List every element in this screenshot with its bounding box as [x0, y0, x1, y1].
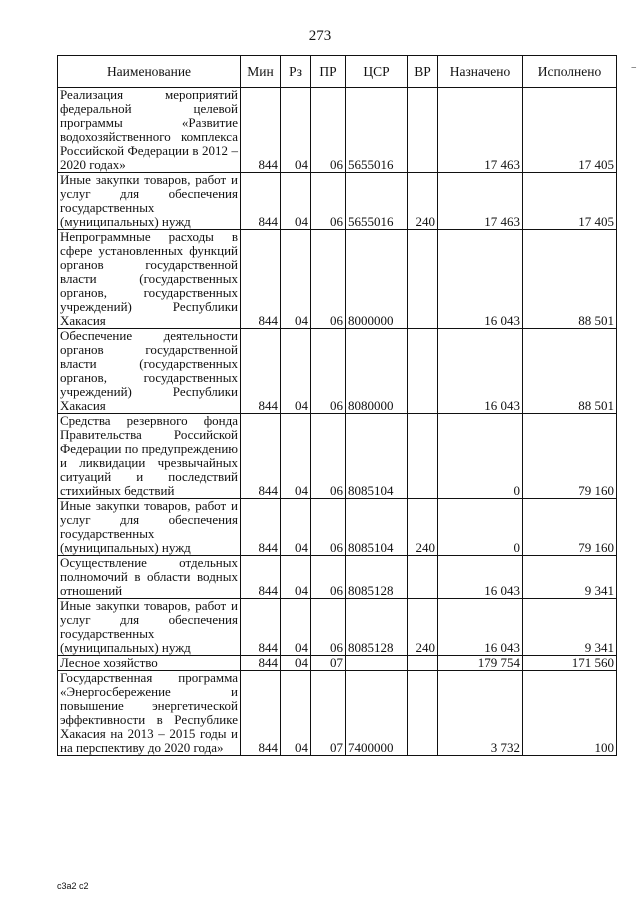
row-min: 844 — [241, 230, 281, 329]
row-assigned: 0 — [438, 414, 523, 499]
row-pr: 06 — [311, 414, 346, 499]
row-pr: 06 — [311, 88, 346, 173]
row-name: Иные закупки товаров, работ и услуг для обеспечения государственных (муниципальных) нужд — [58, 173, 241, 230]
row-rz: 04 — [281, 173, 311, 230]
row-rz: 04 — [281, 329, 311, 414]
row-name: Осуществление отдельных полномочий в области водных отношений — [58, 556, 241, 599]
row-vr — [408, 656, 438, 671]
row-vr: 240 — [408, 599, 438, 656]
header-csr: ЦСР — [346, 56, 408, 88]
row-pr: 07 — [311, 671, 346, 756]
row-assigned: 16 043 — [438, 230, 523, 329]
row-executed: 88 501 — [523, 230, 617, 329]
row-pr: 06 — [311, 230, 346, 329]
row-csr: 5655016 — [346, 88, 408, 173]
row-csr: 8080000 — [346, 329, 408, 414]
table-row — [58, 656, 617, 671]
row-assigned: 17 463 — [438, 173, 523, 230]
table-row — [58, 499, 617, 556]
row-pr: 06 — [311, 173, 346, 230]
row-vr — [408, 329, 438, 414]
corner-mark: – — [631, 62, 636, 72]
row-assigned: 3 732 — [438, 671, 523, 756]
row-csr: 8085128 — [346, 599, 408, 656]
row-csr: 8000000 — [346, 230, 408, 329]
row-assigned: 17 463 — [438, 88, 523, 173]
row-name: Иные закупки товаров, работ и услуг для обеспечения государственных (муниципальных) нужд — [58, 599, 241, 656]
row-assigned: 179 754 — [438, 656, 523, 671]
row-executed: 9 341 — [523, 556, 617, 599]
footer-mark: с3а2 с2 — [57, 881, 89, 891]
row-csr — [346, 656, 408, 671]
row-executed: 100 — [523, 671, 617, 756]
row-rz: 04 — [281, 599, 311, 656]
row-min: 844 — [241, 556, 281, 599]
table-header-row — [58, 56, 617, 88]
table-row — [58, 329, 617, 414]
header-vr: ВР — [408, 56, 438, 88]
row-vr — [408, 414, 438, 499]
row-csr: 8085104 — [346, 414, 408, 499]
table-row — [58, 88, 617, 173]
row-name: Реализация мероприятий федеральной целевой программы «Развитие водохозяйственного комплекса Российской Федерации в 2012 – 2020 годах» — [58, 88, 241, 173]
header-pr: ПР — [311, 56, 346, 88]
row-csr: 5655016 — [346, 173, 408, 230]
row-name: Иные закупки товаров, работ и услуг для обеспечения государственных (муниципальных) нужд — [58, 499, 241, 556]
row-csr: 8085104 — [346, 499, 408, 556]
row-min: 844 — [241, 329, 281, 414]
row-name: Обеспечение деятельности органов государственной власти (государственных органов, государственных учреждений) Республики Хакасия — [58, 329, 241, 414]
row-assigned: 16 043 — [438, 556, 523, 599]
row-name: Непрограммные расходы в сфере установленных функций органов государственной власти (государственных органов, государственных учреждений) Республики Хакасия — [58, 230, 241, 329]
row-vr — [408, 88, 438, 173]
row-executed: 79 160 — [523, 414, 617, 499]
table-row — [58, 556, 617, 599]
row-vr: 240 — [408, 173, 438, 230]
row-name: Средства резервного фонда Правительства Российской Федерации по предупреждению и ликвидации чрезвычайных ситуаций и последствий стихийных бедствий — [58, 414, 241, 499]
row-min: 844 — [241, 414, 281, 499]
header-min: Мин — [241, 56, 281, 88]
row-min: 844 — [241, 173, 281, 230]
row-pr: 06 — [311, 329, 346, 414]
row-rz: 04 — [281, 556, 311, 599]
table-row — [58, 230, 617, 329]
row-pr: 07 — [311, 656, 346, 671]
row-name: Лесное хозяйство — [58, 656, 241, 671]
row-min: 844 — [241, 599, 281, 656]
row-assigned: 16 043 — [438, 329, 523, 414]
row-pr: 06 — [311, 556, 346, 599]
row-rz: 04 — [281, 230, 311, 329]
row-assigned: 0 — [438, 499, 523, 556]
row-min: 844 — [241, 499, 281, 556]
row-pr: 06 — [311, 599, 346, 656]
row-assigned: 16 043 — [438, 599, 523, 656]
header-rz: Рз — [281, 56, 311, 88]
row-vr — [408, 230, 438, 329]
row-rz: 04 — [281, 656, 311, 671]
page-number: 273 — [308, 28, 332, 44]
row-csr: 7400000 — [346, 671, 408, 756]
budget-table — [57, 55, 617, 756]
table-row — [58, 414, 617, 499]
row-name: Государственная программа «Энергосбережение и повышение энергетической эффективности в Республике Хакасия на 2013 – 2015 годы и на перспективу до 2020 года» — [58, 671, 241, 756]
row-executed: 88 501 — [523, 329, 617, 414]
row-min: 844 — [241, 671, 281, 756]
row-vr — [408, 671, 438, 756]
row-executed: 17 405 — [523, 88, 617, 173]
row-rz: 04 — [281, 88, 311, 173]
row-vr — [408, 556, 438, 599]
row-min: 844 — [241, 88, 281, 173]
header-executed: Исполнено — [523, 56, 617, 88]
row-executed: 79 160 — [523, 499, 617, 556]
row-executed: 17 405 — [523, 173, 617, 230]
header-name: Наименование — [58, 56, 241, 88]
row-pr: 06 — [311, 499, 346, 556]
row-rz: 04 — [281, 414, 311, 499]
row-vr: 240 — [408, 499, 438, 556]
row-rz: 04 — [281, 499, 311, 556]
table-row — [58, 173, 617, 230]
table-row — [58, 599, 617, 656]
row-rz: 04 — [281, 671, 311, 756]
row-min: 844 — [241, 656, 281, 671]
header-assigned: Назначено — [438, 56, 523, 88]
row-csr: 8085128 — [346, 556, 408, 599]
row-executed: 171 560 — [523, 656, 617, 671]
row-executed: 9 341 — [523, 599, 617, 656]
table-row — [58, 671, 617, 756]
